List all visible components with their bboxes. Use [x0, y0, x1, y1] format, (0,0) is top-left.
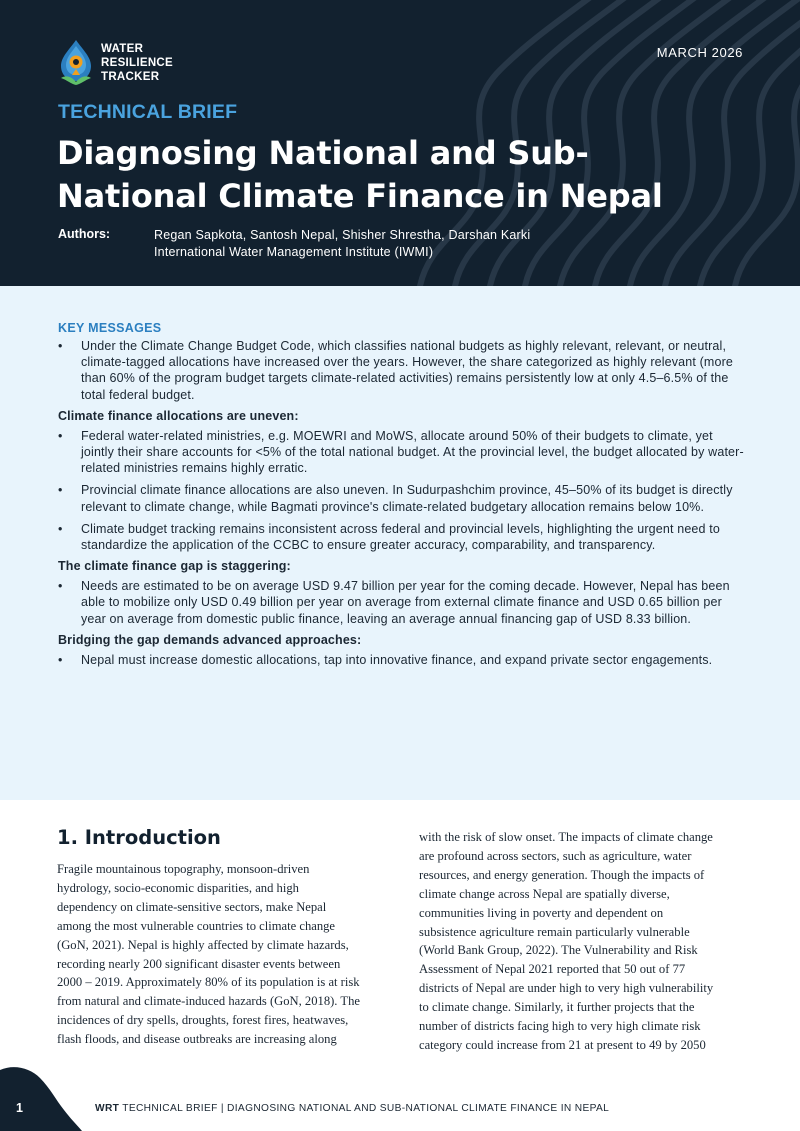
body-text-line: 2000 – 2019. Approximately 80% of its population is at risk [57, 975, 360, 990]
body-text-line: with the risk of slow onset. The impacts of climate change [419, 830, 713, 844]
body-text-line: subsistence agriculture remain particularly vulnerable [419, 924, 690, 939]
footer-title: TECHNICAL BRIEF | DIAGNOSING NATIONAL AND SUB-NATIONAL CLIMATE FINANCE IN NEPAL [119, 1103, 610, 1114]
body-text-line: (GoN, 2021). Nepal is highly affected by climate hazards, [57, 937, 349, 952]
body-text-line: number of districts facing high to very high climate risk [419, 1019, 701, 1034]
author-affiliation: International Water Management Institute (IWMI) [154, 244, 434, 259]
introduction-heading: 1. Introduction [57, 826, 221, 849]
body-text-line: recording nearly 200 significant disaster events between [57, 956, 341, 971]
body-text-line: resources, and energy generation. Though the impacts of [419, 867, 705, 882]
title-line: National Climate Finance in Nepal [57, 177, 663, 215]
introduction-column-left [57, 860, 375, 1049]
body-text-line: Fragile mountainous topography, monsoon-driven [57, 862, 310, 876]
document-type-label: TECHNICAL BRIEF [58, 101, 238, 123]
logo-wordmark [101, 42, 181, 84]
body-text-line: among the most vulnerable countries to climate change [57, 918, 336, 933]
body-text-line: (World Bank Group, 2022). The Vulnerability and Risk [419, 943, 698, 958]
author-names: Regan Sapkota, Santosh Nepal, Shisher Shrestha, Darshan Karki [154, 228, 531, 242]
water-drop-pin-icon [57, 38, 95, 86]
running-footer [95, 1103, 609, 1114]
section-heading: Climate finance allocations are uneven: [58, 408, 299, 423]
body-text-line: category could increase from 21 at present to 49 by 2050 [419, 1037, 706, 1052]
key-messages-panel [0, 286, 800, 800]
section-heading: The climate finance gap is staggering: [58, 559, 291, 574]
key-message-bullet: • Nepal must increase domestic allocations, tap into innovative finance, and expand private sector engagements. [58, 652, 748, 668]
page-number: 1 [16, 1101, 23, 1115]
authors-label: Authors: [58, 227, 111, 241]
document-title [57, 132, 737, 218]
body-text-line: communities living in poverty and dependent on [419, 905, 664, 920]
key-message-bullet: • Provincial climate finance allocations are also uneven. In Sudurpashchim province, 45–50% of its budget is directly relevant to climate change, while Bagmati province's climate-related budgetary allocation remains below 10%. [58, 482, 748, 514]
logo-line: WATER [101, 43, 144, 55]
header-banner [0, 0, 800, 286]
title-line: Diagnosing National and Sub- [57, 134, 589, 172]
body-text-line: dependency on climate-sensitive sectors, make Nepal [57, 899, 327, 914]
body-text-line: incidences of dry spells, droughts, forest fires, heatwaves, [57, 1013, 349, 1028]
body-text-line: districts of Nepal are under high to very high vulnerability [419, 981, 714, 996]
page-number-blob-decoration [0, 1066, 82, 1131]
body-text-line: hydrology, socio-economic disparities, and high [57, 880, 299, 895]
logo-line: RESILIENCE [101, 57, 174, 69]
body-text-line: flash floods, and disease outbreaks are increasing along [57, 1032, 337, 1047]
body-text-line: to climate change. Similarly, it further projects that the [419, 1000, 695, 1015]
water-resilience-tracker-logo [57, 38, 177, 88]
key-message-bullet: • Federal water-related ministries, e.g. MOEWRI and MoWS, allocate around 50% of their budgets to climate, yet jointly their share accounts for <5% of the total national budget. At the provincial level, the budget allocated by water-related ministries remains highly erratic. [58, 428, 748, 477]
body-text-line: Assessment of Nepal 2021 reported that 50 out of 77 [419, 962, 686, 977]
footer-prefix: WRT [95, 1103, 120, 1114]
logo-line: TRACKER [101, 71, 160, 83]
key-message-bullet: • Needs are estimated to be on average USD 9.47 billion per year for the coming decade. However, Nepal has been able to mobilize only USD 0.49 billion per year on average from external climate finance and USD 0.65 billion per year on average from domestic public finance, leaving an average annual financing gap of USD 8.33 billion. [58, 578, 748, 627]
key-messages-content [58, 321, 748, 674]
key-message-bullet: • Under the Climate Change Budget Code, which classifies national budgets as highly relevant, relevant, or neutral, climate-tagged allocations have increased over the years. However, the share categorized as highly relevant (more than 60% of the program budget targets climate-related activities) remains persistently low at only 4.5–6.5% of the total federal budget. [58, 338, 748, 403]
publication-date: MARCH 2026 [656, 45, 743, 60]
section-heading: Bridging the gap demands advanced approaches: [58, 632, 362, 647]
introduction-column-right [419, 828, 737, 1055]
key-messages-title: KEY MESSAGES [58, 321, 162, 335]
key-message-bullet: • Climate budget tracking remains inconsistent across federal and provincial levels, highlighting the urgent need to standardize the application of the CCBC to ensure greater accuracy, comparability, and transparency. [58, 521, 748, 553]
authors-list [154, 227, 754, 260]
body-text-line: are profound across sectors, such as agriculture, water [419, 848, 692, 863]
body-text-line: climate change across Nepal are spatially diverse, [419, 886, 670, 901]
body-text-line: from natural and climate-induced hazards (GoN, 2018). The [57, 994, 360, 1009]
